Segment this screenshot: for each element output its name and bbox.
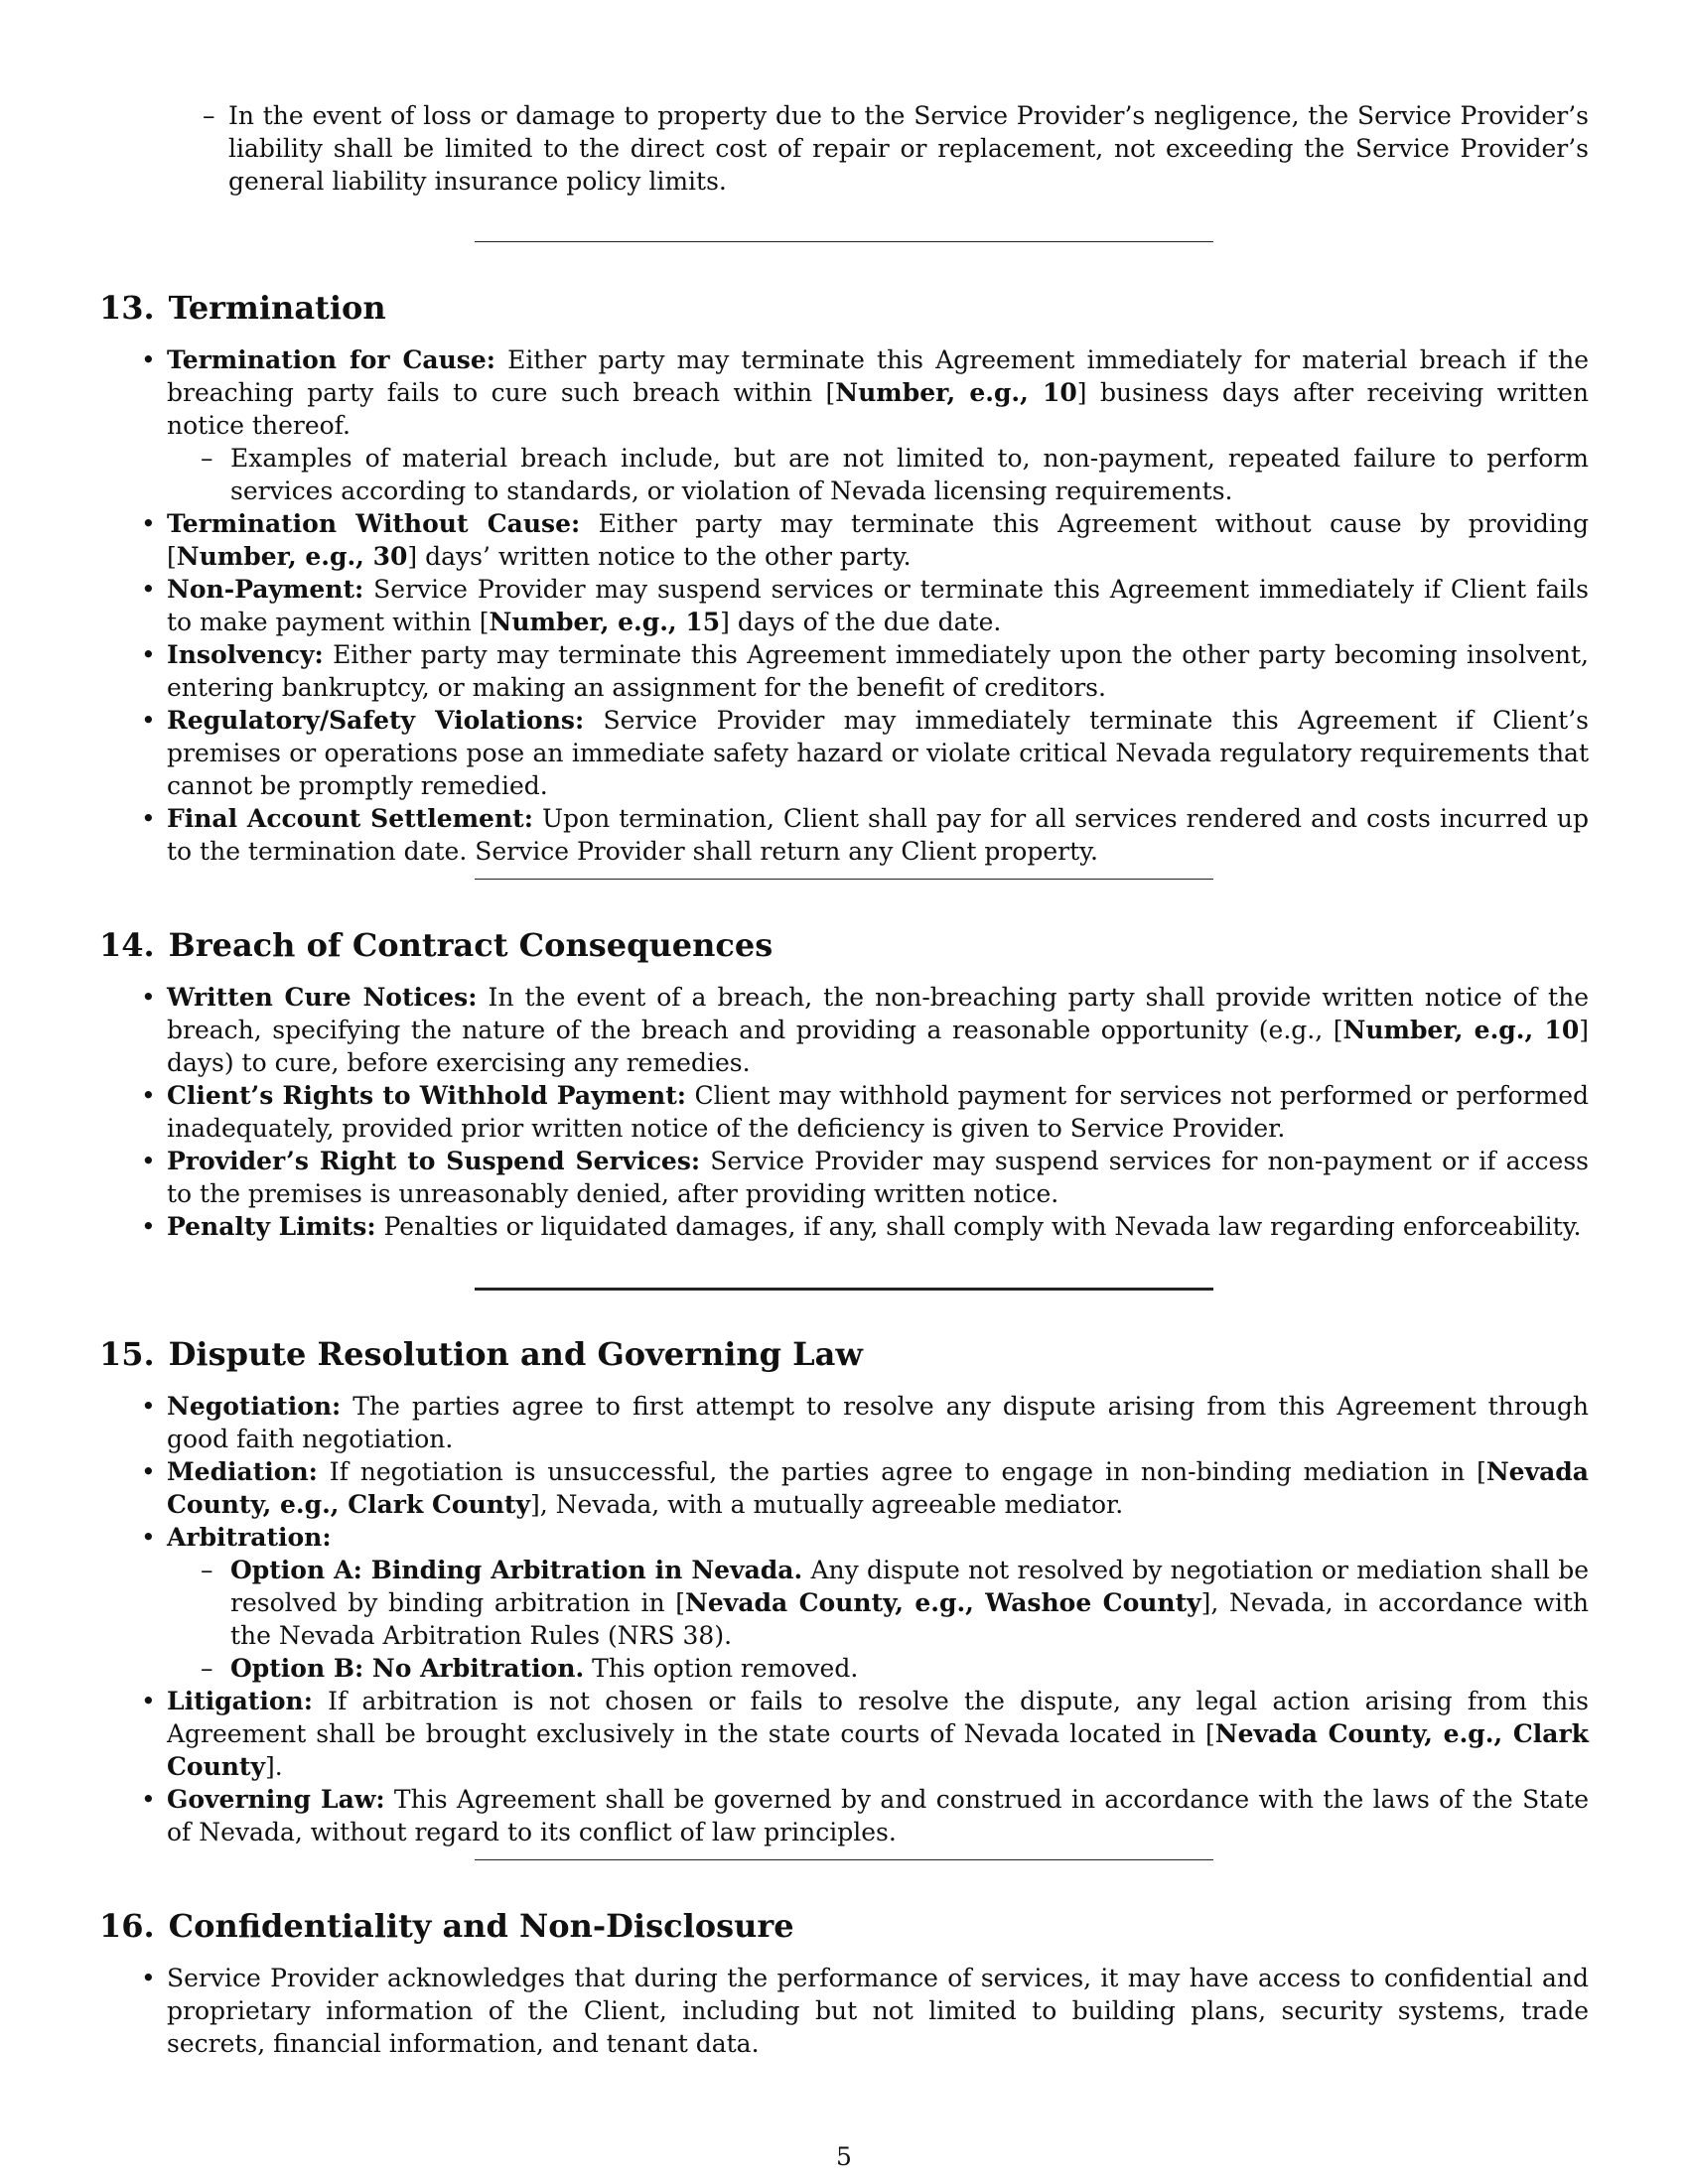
section-15-heading: 15. Dispute Resolution and Governing Law <box>99 1335 863 1373</box>
list-item: • Written Cure Notices: In the event of a breach, the non-breaching party shall provide written notice of the breach, specifying the nature of the breach and providing a reasonable opportunity (e.g., [Number, e.g., 10] days) to cure, before exercising any remedies. <box>167 981 1589 1079</box>
list-item: • Negotiation: The parties agree to first attempt to resolve any dispute arising from this Agreement through good faith negotiation. <box>167 1390 1589 1455</box>
section-13-heading: 13. Termination <box>99 289 386 327</box>
list-item: • Penalty Limits: Penalties or liquidated damages, if any, shall comply with Nevada law regarding enforceability. <box>167 1210 1589 1243</box>
list-item: • Governing Law: This Agreement shall be governed by and construed in accordance with the laws of the State of Nevada, without regard to its conflict of law principles. <box>167 1783 1589 1848</box>
list-item: • Client’s Rights to Withhold Payment: Client may withhold payment for services not performed or performed inadequately, provided prior written notice of the deficiency is given to Service Provider. <box>167 1079 1589 1145</box>
section-divider <box>475 1859 1213 1860</box>
section-divider <box>475 241 1213 242</box>
section-14-heading: 14. Breach of Contract Consequences <box>99 926 774 964</box>
sub-list-item: – Option A: Binding Arbitration in Nevada. Any dispute not resolved by negotiation or mediation shall be resolved by binding arbitration in [Nevada County, e.g., Washoe County], Nevada, in accordance with the Nevada Arbitration Rules (NRS 38). <box>167 1554 1589 1652</box>
list-item: • Mediation: If negotiation is unsuccessful, the parties agree to engage in non-binding mediation in [Nevada County, e.g., Clark County], Nevada, with a mutually agreeable mediator. <box>167 1455 1589 1521</box>
liability-dash-item: – In the event of loss or damage to property due to the Service Provider’s negligence, the Service Provider’s liability shall be limited to the direct cost of repair or replacement, not exceeding the Service Provider’s general liability insurance policy limits. <box>203 99 1589 198</box>
list-item: • Termination for Cause: Either party may terminate this Agreement immediately for material breach if the breaching party fails to cure such breach within [Number, e.g., 10] business days after receiving written notice thereof. – Examples of material breach include, but are not limited to, non-payment, repeated failure to perform services according to standards, or violation of Nevada licensing requirements. <box>167 343 1589 507</box>
list-item: • Termination Without Cause: Either party may terminate this Agreement without cause by providing [Number, e.g., 30] days’ written notice to the other party. <box>167 507 1589 573</box>
section-divider <box>475 879 1213 880</box>
list-item: • Non-Payment: Service Provider may suspend services or terminate this Agreement immediately if Client fails to make payment within [Number, e.g., 15] days of the due date. <box>167 573 1589 638</box>
list-item: • Insolvency: Either party may terminate this Agreement immediately upon the other party becoming insolvent, entering bankruptcy, or making an assignment for the benefit of creditors. <box>167 638 1589 704</box>
list-item: • Arbitration: – Option A: Binding Arbitration in Nevada. Any dispute not resolved by negotiation or mediation shall be resolved by binding arbitration in [Nevada County, e.g., Washoe County], Nevada, in accordance with the Nevada Arbitration Rules (NRS 38). – Option B: No Arbitration. This option removed. <box>167 1521 1589 1685</box>
sub-list <box>167 1554 1589 1685</box>
list-item: • Provider’s Right to Suspend Services: Service Provider may suspend services for non-payment or if access to the premises is unreasonably denied, after providing written notice. <box>167 1145 1589 1210</box>
section-15-list <box>167 1390 1589 1848</box>
section-14-list <box>167 981 1589 1243</box>
liability-dash-list <box>203 99 1589 198</box>
section-16-list <box>167 1962 1589 2060</box>
list-item: • Regulatory/Safety Violations: Service Provider may immediately terminate this Agreement if Client’s premises or operations pose an immediate safety hazard or violate critical Nevada regulatory requirements that cannot be promptly remedied. <box>167 704 1589 802</box>
sub-list-item: – Examples of material breach include, but are not limited to, non-payment, repeated failure to perform services according to standards, or violation of Nevada licensing requirements. <box>167 442 1589 507</box>
sub-list-item: – Option B: No Arbitration. This option removed. <box>167 1652 1589 1685</box>
list-item: • Litigation: If arbitration is not chosen or fails to resolve the dispute, any legal action arising from this Agreement shall be brought exclusively in the state courts of Nevada located in [Nevada County, e.g., Clark County]. <box>167 1685 1589 1783</box>
sub-list <box>167 442 1589 507</box>
page-number: 5 <box>836 2142 852 2171</box>
list-item: • Final Account Settlement: Upon termination, Client shall pay for all services rendered and costs incurred up to the termination date. Service Provider shall return any Client property. <box>167 802 1589 868</box>
section-13-list <box>167 343 1589 868</box>
list-item: • Service Provider acknowledges that during the performance of services, it may have access to confidential and proprietary information of the Client, including but not limited to building plans, security systems, trade secrets, financial information, and tenant data. <box>167 1962 1589 2060</box>
section-divider <box>475 1288 1213 1291</box>
section-16-heading: 16. Confidentiality and Non-Disclosure <box>99 1907 794 1945</box>
